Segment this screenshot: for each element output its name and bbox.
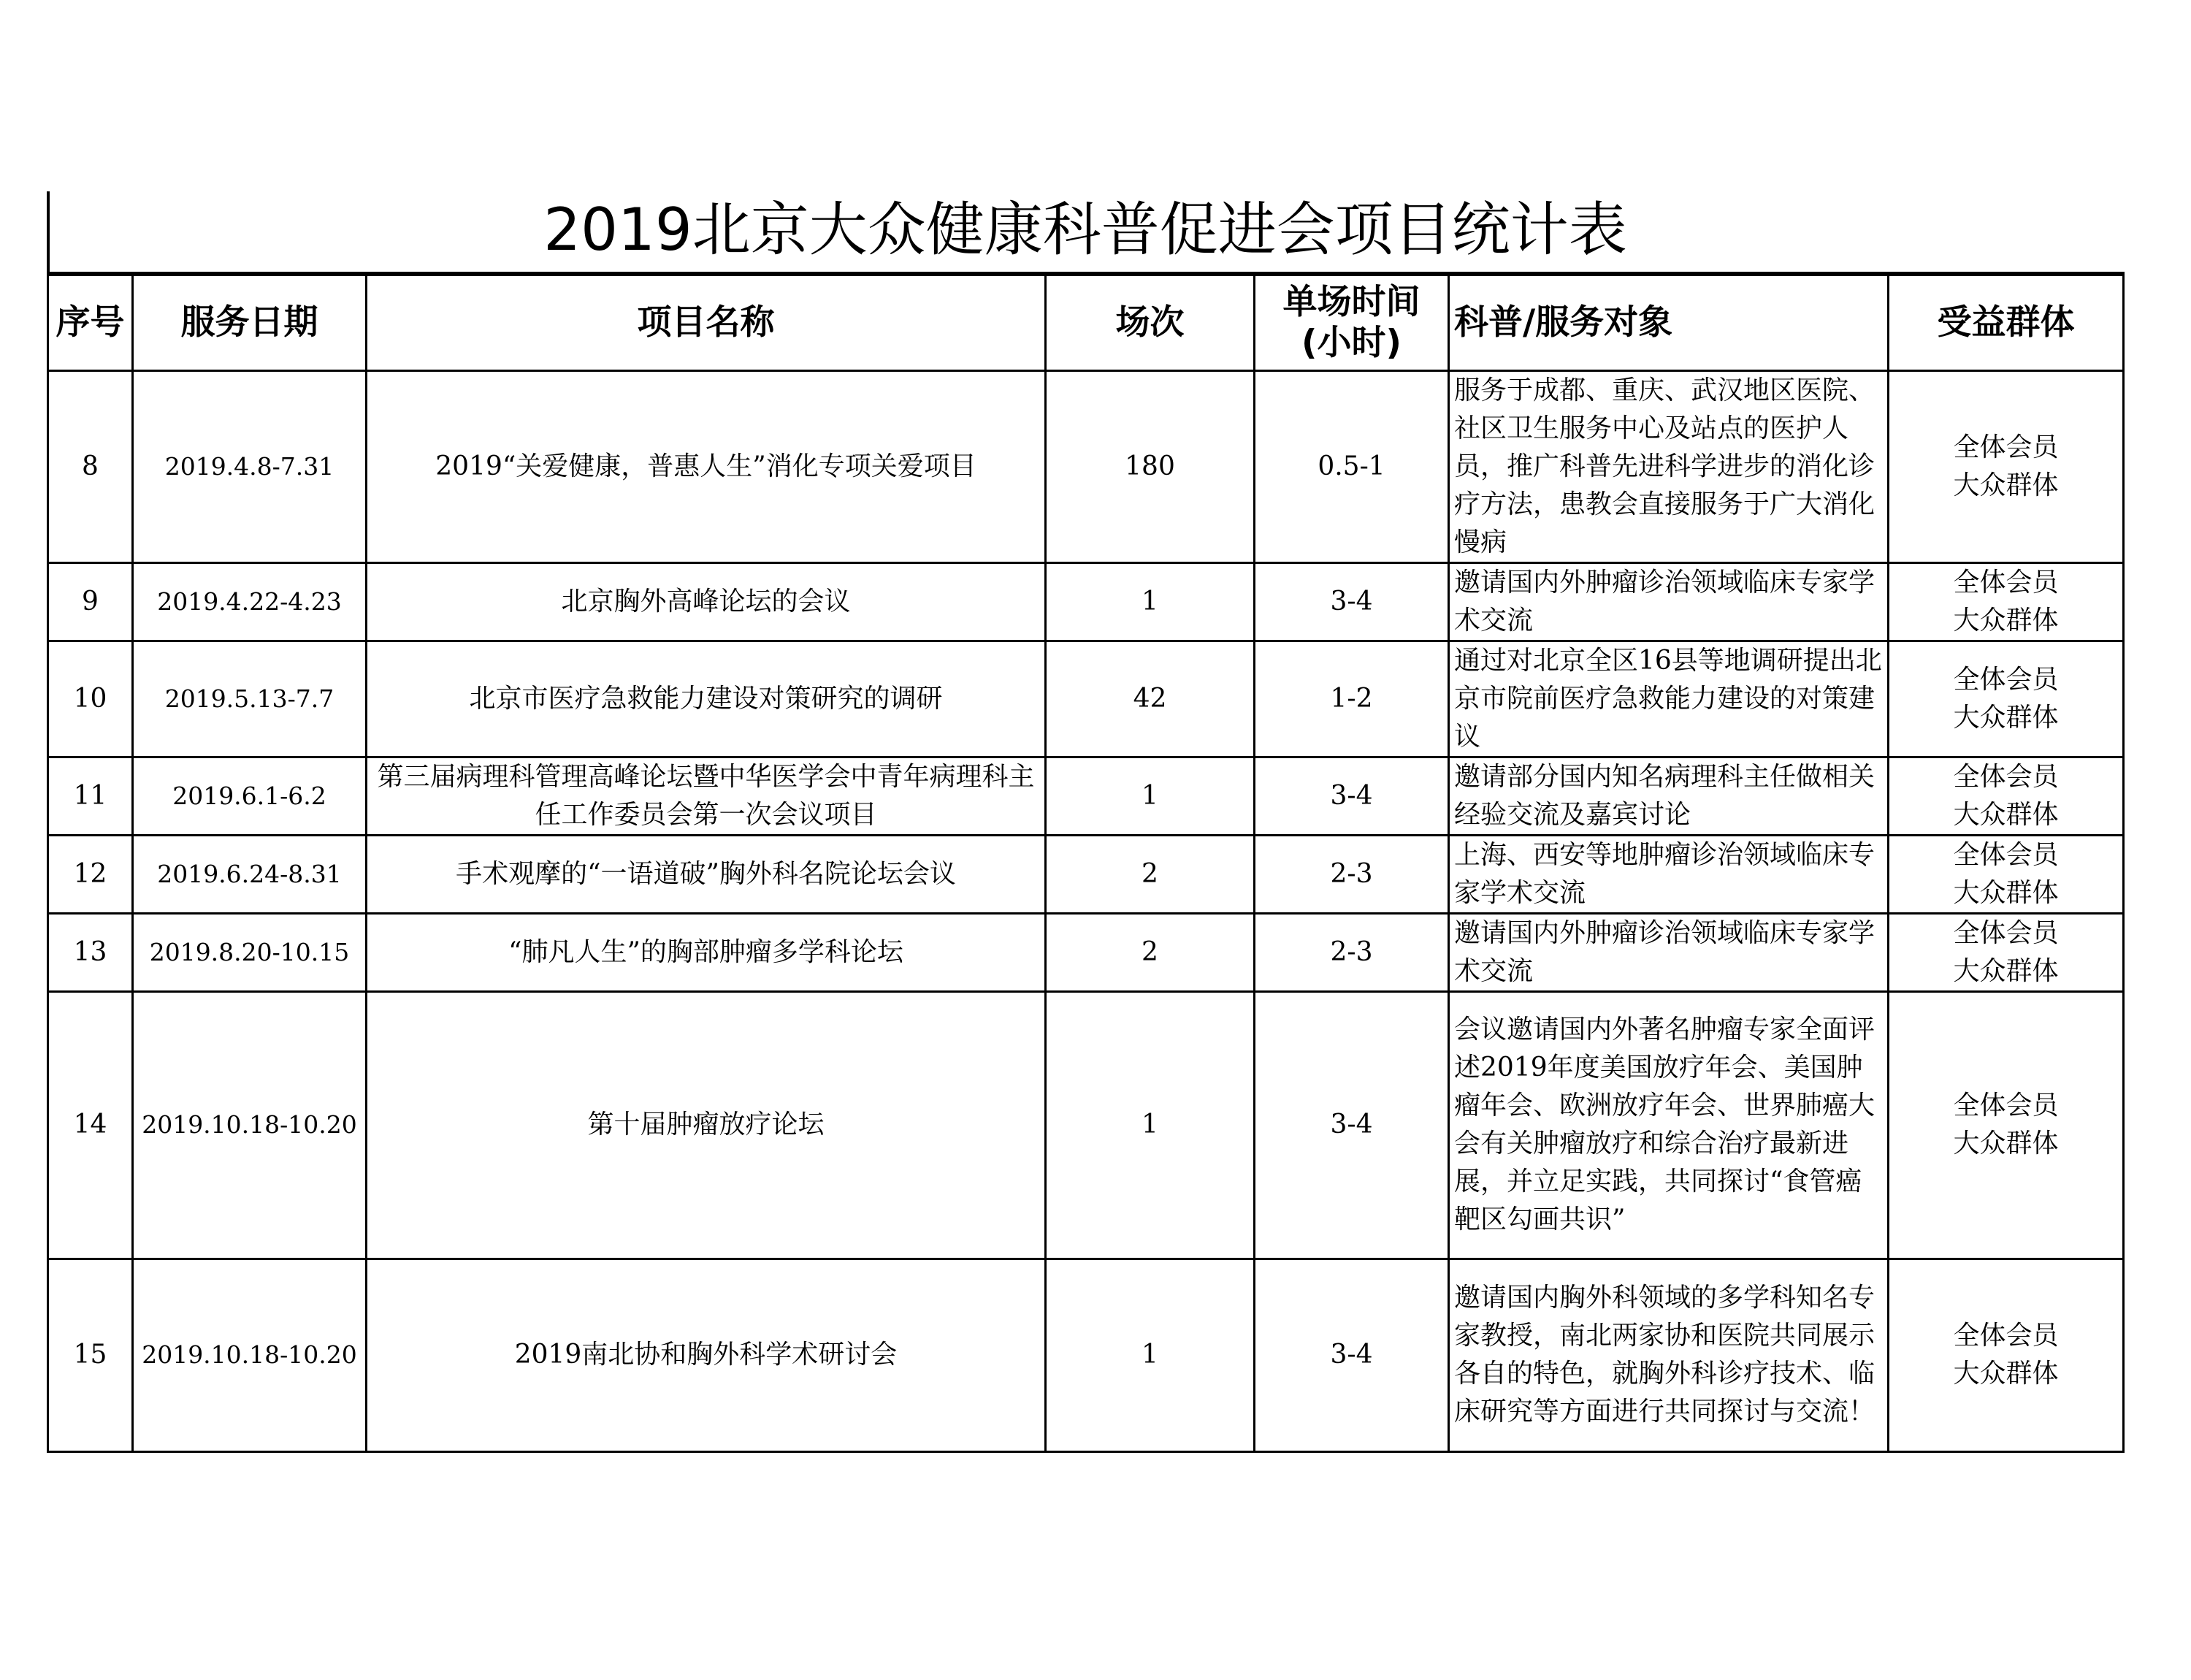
cell-audience: 邀请国内外肿瘤诊治领域临床专家学术交流 [1449,562,1889,641]
table-row [48,562,2124,641]
beneficiary-line: 大众群体 [1953,955,2059,986]
cell-sessions: 2 [1046,835,1255,913]
header-audience: 科普/服务对象 [1449,274,1889,370]
cell-sessions: 1 [1046,757,1255,835]
cell-date: 2019.10.18-10.20 [133,991,367,1259]
cell-date: 2019.6.1-6.2 [133,757,367,835]
table-row [48,641,2124,757]
beneficiary-line: 全体会员 [1953,917,2059,948]
beneficiary-line: 全体会员 [1953,664,2059,695]
cell-beneficiary [1889,641,2124,757]
beneficiary-line: 大众群体 [1953,470,2059,500]
cell-beneficiary [1889,370,2124,562]
cell-beneficiary [1889,1259,2124,1451]
cell-sessions: 42 [1046,641,1255,757]
table-row [48,835,2124,913]
cell-sessions: 2 [1046,913,1255,991]
header-duration: 单场时间(小时) [1255,274,1449,370]
beneficiary-line: 大众群体 [1953,1129,2059,1158]
cell-beneficiary [1889,757,2124,835]
beneficiary-line: 全体会员 [1953,761,2059,792]
cell-beneficiary [1889,913,2124,991]
beneficiary-line: 大众群体 [1953,702,2059,733]
cell-date: 2019.10.18-10.20 [133,1259,367,1451]
cell-index: 9 [48,562,133,641]
cell-beneficiary [1889,991,2124,1259]
cell-project: 第十届肿瘤放疗论坛 [367,991,1046,1259]
cell-index: 11 [48,757,133,835]
header-project: 项目名称 [367,274,1046,370]
cell-date: 2019.8.20-10.15 [133,913,367,991]
cell-date: 2019.4.22-4.23 [133,562,367,641]
cell-duration: 3-4 [1255,1259,1449,1451]
beneficiary-line: 全体会员 [1953,839,2059,870]
cell-index: 12 [48,835,133,913]
beneficiary-line: 大众群体 [1953,1359,2059,1389]
cell-sessions: 1 [1046,1259,1255,1451]
beneficiary-line: 全体会员 [1953,567,2059,597]
cell-index: 14 [48,991,133,1259]
cell-duration: 3-4 [1255,757,1449,835]
beneficiary-line: 全体会员 [1953,1091,2059,1120]
cell-project: 2019南北协和胸外科学术研讨会 [367,1259,1046,1451]
cell-sessions: 180 [1046,370,1255,562]
table-row [48,1259,2124,1451]
cell-audience: 上海、西安等地肿瘤诊治领域临床专家学术交流 [1449,835,1889,913]
cell-index: 15 [48,1259,133,1451]
beneficiary-line: 大众群体 [1953,877,2059,908]
cell-duration: 2-3 [1255,835,1449,913]
cell-beneficiary [1889,562,2124,641]
cell-audience: 服务于成都、重庆、武汉地区医院、社区卫生服务中心及站点的医护人员，推广科普先进科学进步的消化诊疗方法，患教会直接服务于广大消化慢病 [1449,370,1889,562]
table-row [48,757,2124,835]
table-row [48,370,2124,562]
project-stats-table [47,272,2125,1453]
header-sessions: 场次 [1046,274,1255,370]
cell-audience: 通过对北京全区16县等地调研提出北京市院前医疗急救能力建设的对策建议 [1449,641,1889,757]
cell-index: 10 [48,641,133,757]
cell-duration: 3-4 [1255,991,1449,1259]
beneficiary-line: 大众群体 [1953,799,2059,830]
cell-beneficiary [1889,835,2124,913]
cell-audience: 邀请国内外肿瘤诊治领域临床专家学术交流 [1449,913,1889,991]
header-beneficiary: 受益群体 [1889,274,2124,370]
cell-project: 2019“关爱健康，普惠人生”消化专项关爱项目 [367,370,1046,562]
cell-duration: 2-3 [1255,913,1449,991]
table-header-row [48,274,2124,370]
cell-audience: 邀请部分国内知名病理科主任做相关经验交流及嘉宾讨论 [1449,757,1889,835]
cell-date: 2019.4.8-7.31 [133,370,367,562]
cell-date: 2019.5.13-7.7 [133,641,367,757]
cell-project: 手术观摩的“一语道破”胸外科名院论坛会议 [367,835,1046,913]
cell-audience: 会议邀请国内外著名肿瘤专家全面评述2019年度美国放疗年会、美国肿瘤年会、欧洲放疗年会、世界肺癌大会有关肿瘤放疗和综合治疗最新进展，并立足实践，共同探讨“食管癌靶区勾画共识” [1449,991,1889,1259]
cell-duration: 3-4 [1255,562,1449,641]
cell-index: 13 [48,913,133,991]
page-title: 2019北京大众健康科普促进会项目统计表 [543,196,1627,264]
beneficiary-line: 全体会员 [1953,432,2059,462]
cell-project: 第三届病理科管理高峰论坛暨中华医学会中青年病理科主任工作委员会第一次会议项目 [367,757,1046,835]
cell-date: 2019.6.24-8.31 [133,835,367,913]
cell-project: 北京胸外高峰论坛的会议 [367,562,1046,641]
cell-index: 8 [48,370,133,562]
beneficiary-line: 全体会员 [1953,1321,2059,1351]
cell-sessions: 1 [1046,991,1255,1259]
cell-audience: 邀请国内胸外科领域的多学科知名专家教授，南北两家协和医院共同展示各自的特色，就胸外科诊疗技术、临床研究等方面进行共同探讨与交流！ [1449,1259,1889,1451]
table-row [48,991,2124,1259]
header-index: 序号 [48,274,133,370]
cell-project: 北京市医疗急救能力建设对策研究的调研 [367,641,1046,757]
cell-duration: 1-2 [1255,641,1449,757]
cell-sessions: 1 [1046,562,1255,641]
header-date: 服务日期 [133,274,367,370]
beneficiary-line: 大众群体 [1953,605,2059,635]
cell-duration: 0.5-1 [1255,370,1449,562]
cell-project: “肺凡人生”的胸部肿瘤多学科论坛 [367,913,1046,991]
table-row [48,913,2124,991]
